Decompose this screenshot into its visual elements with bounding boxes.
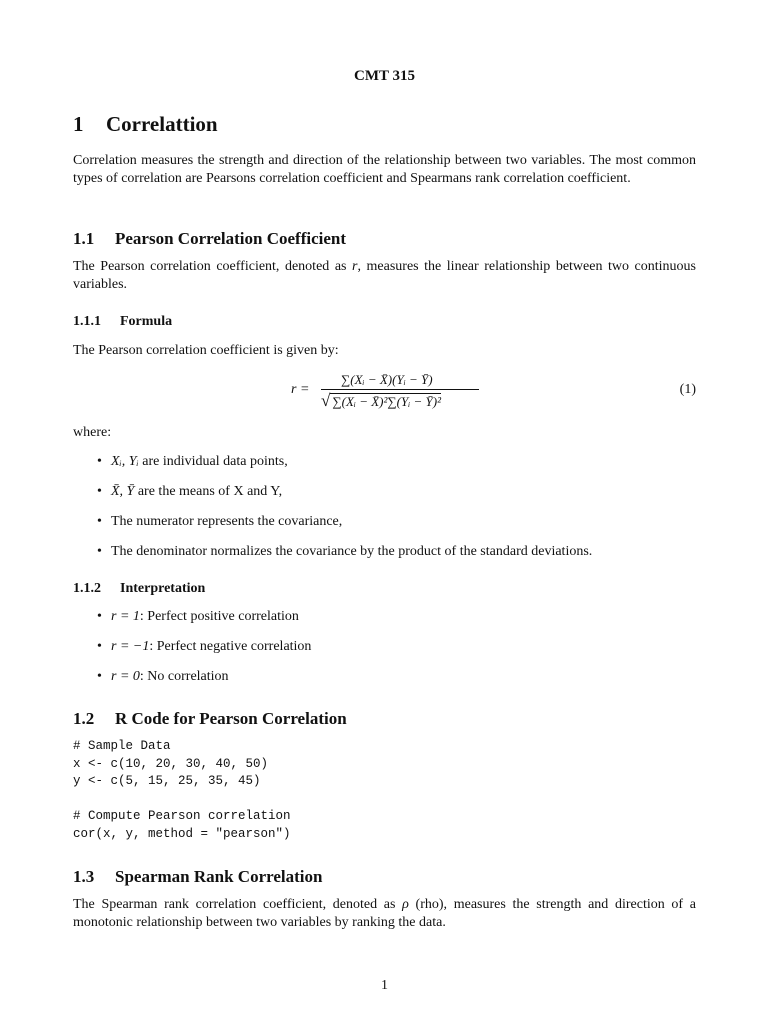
equation-fraction xyxy=(321,368,481,416)
subsubsection-heading-formula xyxy=(73,314,172,330)
subsection-heading-r-code xyxy=(73,709,347,729)
paragraph-text: , measures the linear relationship between two continuous variables. xyxy=(73,259,696,292)
formula-intro: The Pearson correlation coefficient is given by: xyxy=(73,343,339,358)
subsubsection-title: Interpretation xyxy=(120,581,206,596)
interpretation-bullet-list xyxy=(73,608,696,686)
subsubsection-number: 1.1.2 xyxy=(73,581,101,596)
subsection-number: 1.2 xyxy=(73,709,95,728)
subsection-heading-spearman xyxy=(73,867,322,887)
paragraph-text: The Spearman rank correlation coefficient, denoted as xyxy=(73,897,403,912)
subsubsection-title: Formula xyxy=(120,314,173,329)
subsection-title: R Code for Pearson Correlation xyxy=(115,709,347,728)
list-item xyxy=(73,483,696,501)
pearson-paragraph xyxy=(73,258,696,294)
formula-bullet-list xyxy=(73,453,696,561)
intro-paragraph: Correlation measures the strength and direction of the relationship between two variables. The most common types of correlation are Pearsons correlation coefficient and Spearmans rank correlation coefficient. xyxy=(73,153,696,186)
equation-numerator: ∑(Xᵢ − X̄)(Yᵢ − Ȳ) xyxy=(341,372,433,387)
where-label: where: xyxy=(73,425,112,440)
document-page xyxy=(73,0,696,1024)
math-variable: r xyxy=(352,259,358,274)
paragraph-text: (rho), measures the strength and direction of a monotonic relationship between two variables by ranking the data. xyxy=(73,897,696,930)
section-heading xyxy=(73,112,218,137)
list-item-text: The numerator represents the covariance, xyxy=(111,514,343,529)
subsection-number: 1.3 xyxy=(73,867,95,886)
list-item xyxy=(73,668,696,686)
subsection-title: Spearman Rank Correlation xyxy=(115,867,323,886)
math-expression: r = 1 xyxy=(111,609,140,624)
math-expression: X̄, Ȳ xyxy=(111,484,135,499)
math-expression: r = 0 xyxy=(111,669,140,684)
subsection-heading-pearson xyxy=(73,229,346,249)
list-item-text: : Perfect positive correlation xyxy=(139,609,299,624)
list-item xyxy=(73,608,696,626)
subsection-number: 1.1 xyxy=(73,229,95,248)
math-variable: ρ xyxy=(402,897,409,912)
fraction-bar xyxy=(321,389,479,390)
equation-denominator xyxy=(321,391,441,411)
paragraph-text: The Pearson correlation coefficient, denoted as xyxy=(73,259,353,274)
list-item-text: are individual data points, xyxy=(138,454,288,469)
r-code-block: # Sample Data x <- c(10, 20, 30, 40, 50) y <- c(5, 15, 25, 35, 45) # Compute Pearson correlation cor(x, y, method = "pearson") xyxy=(73,739,291,841)
subsubsection-heading-interpretation xyxy=(73,581,205,597)
list-item-text: : Perfect negative correlation xyxy=(149,639,312,654)
subsubsection-number: 1.1.1 xyxy=(73,314,101,329)
section-number: 1 xyxy=(73,112,84,136)
page-number: 1 xyxy=(381,978,388,993)
list-item xyxy=(73,543,696,561)
subsection-title: Pearson Correlation Coefficient xyxy=(115,229,347,248)
denominator-radicand: ∑(Xᵢ − X̄)²∑(Yᵢ − Ȳ)² xyxy=(332,394,441,409)
list-item xyxy=(73,638,696,656)
equation-number: (1) xyxy=(679,382,696,397)
course-header: CMT 315 xyxy=(354,68,415,84)
equation-lhs: r = xyxy=(291,382,310,397)
list-item-text: The denominator normalizes the covariance by the product of the standard deviations. xyxy=(111,544,593,559)
math-expression: Xᵢ, Yᵢ xyxy=(111,454,139,469)
sqrt-symbol: √ xyxy=(321,391,331,410)
list-item-text: : No correlation xyxy=(139,669,229,684)
list-item-text: are the means of X and Y, xyxy=(134,484,283,499)
math-expression: r = −1 xyxy=(111,639,150,654)
list-item xyxy=(73,453,696,471)
equation-body xyxy=(291,368,491,418)
list-item xyxy=(73,513,696,531)
spearman-paragraph xyxy=(73,896,696,932)
pearson-equation xyxy=(73,368,696,418)
section-title: Correlattion xyxy=(106,112,218,136)
